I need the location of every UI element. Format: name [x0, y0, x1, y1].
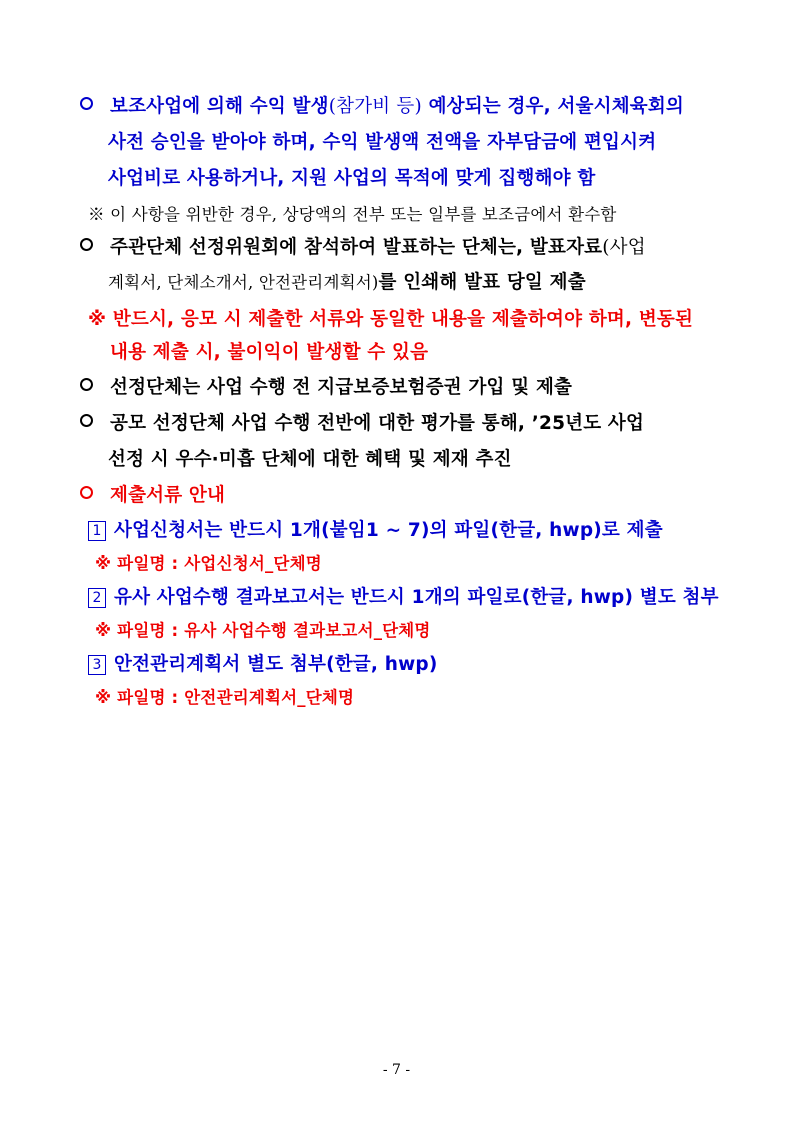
bullet-evaluation-line1: 공모 선정단체 사업 수행 전반에 대한 평가를 통해, ’25년도 사업: [80, 412, 644, 436]
warning-line1: ※ 반드시, 응모 시 제출한 서류와 동일한 내용을 제출하여야 하며, 변동된: [88, 309, 694, 330]
bullet-revenue-line2: 사전 승인을 받아야 하며, 수익 발생액 전액을 자부담금에 편입시켜: [108, 132, 657, 153]
number-box: 2: [88, 588, 106, 608]
number-box: 1: [88, 521, 106, 541]
warning-line2: 내용 제출 시, 불이익이 발생할 수 있음: [110, 342, 429, 363]
bullet-revenue-line1: 보조사업에 의해 수익 발생(참가비 등) 예상되는 경우, 서울시체육회의: [80, 95, 684, 119]
page-number: - 7 -: [382, 1062, 411, 1078]
submission-item-2-note: ※ 파일명 : 유사 사업수행 결과보고서_단체명: [95, 621, 431, 640]
circle-bullet-icon: [80, 238, 93, 251]
submission-title: 제출서류 안내: [80, 484, 225, 508]
circle-bullet-icon: [80, 378, 93, 391]
submission-item-1: 1 사업신청서는 반드시 1개(붙임1 ~ 7)의 파일(한글, hwp)로 제출: [88, 519, 663, 543]
bullet-insurance: 선정단체는 사업 수행 전 지급보증보험증권 가입 및 제출: [80, 376, 572, 400]
submission-item-2: 2 유사 사업수행 결과보고서는 반드시 1개의 파일로(한글, hwp) 별도 첨부: [88, 586, 719, 610]
submission-item-3: 3 안전관리계획서 별도 첨부(한글, hwp): [88, 653, 438, 677]
bullet-revenue-line3: 사업비로 사용하거나, 지원 사업의 목적에 맞게 집행해야 함: [108, 168, 596, 189]
bullet-presentation-line2: 계획서, 단체소개서, 안전관리계획서)를 인쇄해 발표 당일 제출: [108, 272, 586, 293]
circle-bullet-icon: [80, 97, 93, 110]
submission-item-1-note: ※ 파일명 : 사업신청서_단체명: [95, 554, 322, 573]
note-refund: ※ 이 사항을 위반한 경우, 상당액의 전부 또는 일부를 보조금에서 환수함: [88, 205, 617, 224]
circle-bullet-icon: [80, 414, 93, 427]
submission-item-3-note: ※ 파일명 : 안전관리계획서_단체명: [95, 688, 355, 707]
bullet-presentation-line1: 주관단체 선정위원회에 참석하여 발표하는 단체는, 발표자료(사업: [80, 236, 646, 260]
circle-bullet-icon: [80, 486, 93, 499]
number-box: 3: [88, 655, 106, 675]
bullet-evaluation-line2: 선정 시 우수·미흡 단체에 대한 혜택 및 제재 추진: [108, 449, 512, 470]
